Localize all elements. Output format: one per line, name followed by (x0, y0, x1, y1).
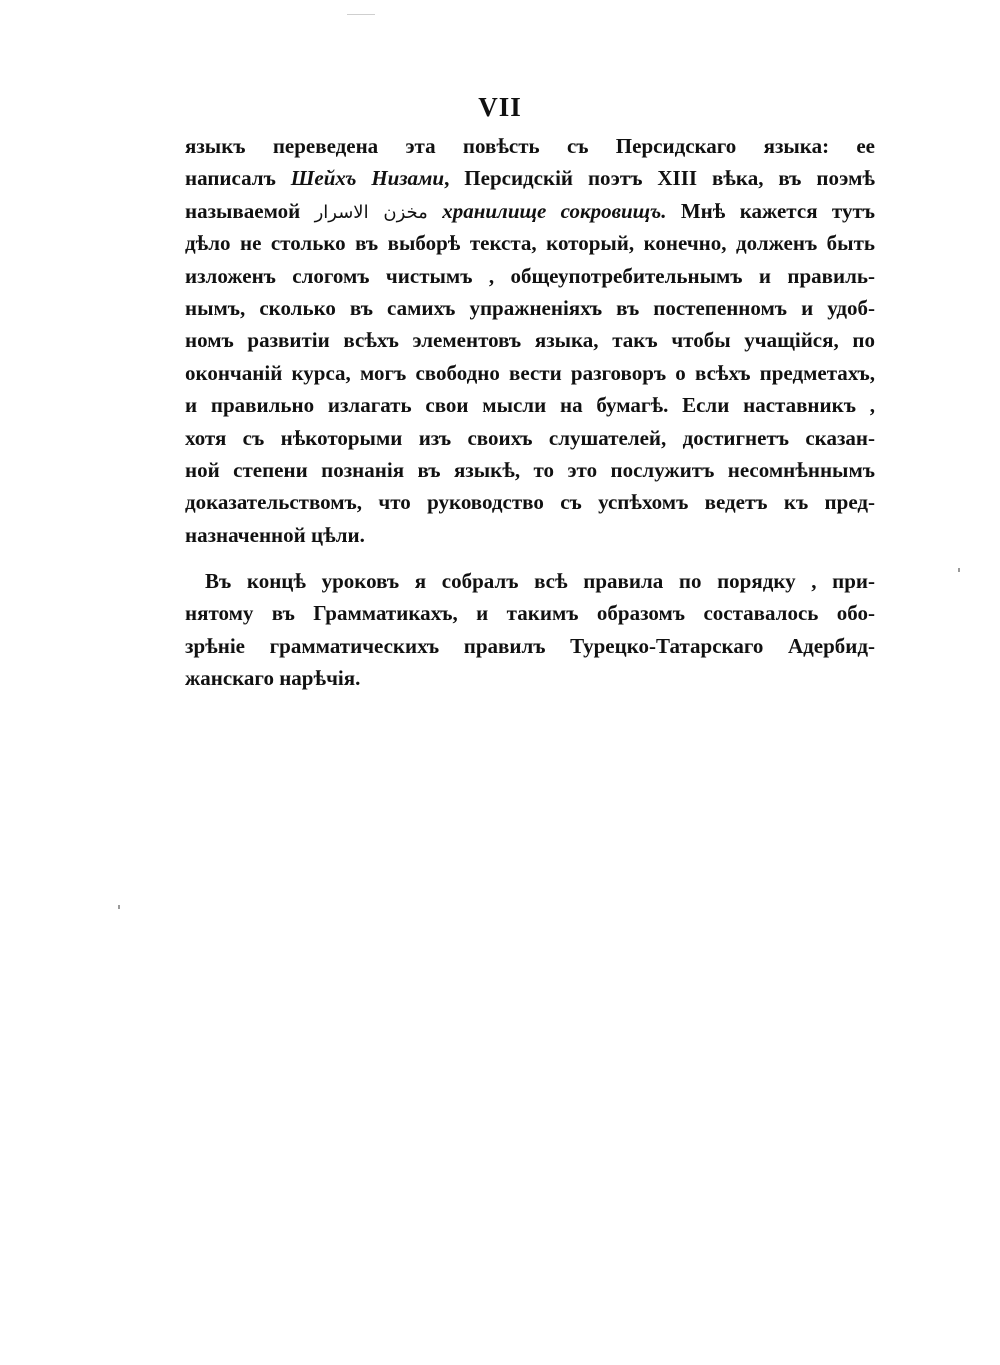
scan-mark-top (347, 14, 375, 15)
text-line: Въ концѣ уроковъ я собралъ всѣ правила по порядку , при- (205, 569, 875, 594)
text-line: номъ развитіи всѣхъ элементовъ языка, такъ чтобы учащійся, по (185, 328, 875, 353)
text-run: Мнѣ кажется тутъ (666, 198, 876, 223)
author-name: Шейхъ Низами (290, 166, 445, 191)
scan-speck (958, 568, 960, 572)
text-line: дѣло не столько въ выборѣ текста, который, конечно, долженъ быть (185, 231, 875, 256)
arabic-title: مخزن الاسرار (314, 201, 428, 223)
text-line: и правильно излагать свои мысли на бумагѣ. Если наставникъ , (185, 393, 875, 418)
text-line: нымъ, сколько въ самихъ упражненіяхъ въ постепенномъ и удоб- (185, 295, 875, 320)
scan-speck (118, 905, 120, 909)
text-run: , Персидскій поэтъ XIII вѣка, въ поэмѣ (444, 166, 875, 191)
text-line: жанскаго нарѣчія. (185, 666, 361, 691)
text-run: написалъ (185, 166, 291, 191)
paragraph-2 (185, 565, 875, 695)
text-line: доказательствомъ, что руководство съ успѣхомъ ведетъ къ пред- (185, 490, 875, 515)
text-line: окончаній курса, могъ свободно вести разговоръ о всѣхъ предметахъ, (185, 360, 875, 385)
text-line: языкъ переведена эта повѣсть съ Персидскаго языка: ее (185, 134, 875, 158)
text-line (185, 195, 875, 227)
text-run: называемой (185, 198, 315, 223)
text-line: зрѣніе грамматическихъ правилъ Турецко-Татарскаго Адербид- (185, 633, 875, 658)
text-line: нятому въ Грамматикахъ, и такимъ образомъ составалось обо- (185, 601, 875, 626)
text-line: назначенной цѣли. (185, 522, 365, 547)
page-body (185, 130, 875, 695)
text-run (428, 199, 442, 223)
text-line (185, 162, 875, 194)
paragraph-gap (185, 551, 875, 565)
text-line: хотя съ нѣкоторыми изъ своихъ слушателей, достигнетъ сказан- (185, 425, 875, 450)
paragraph-1 (185, 130, 875, 551)
title-translation: хранилище сокровищъ. (442, 198, 667, 223)
text-line: ной степени познанія въ языкѣ, то это послужитъ несомнѣннымъ (185, 457, 875, 482)
text-line: изложенъ слогомъ чистымъ , общеупотребительнымъ и правиль- (185, 263, 875, 288)
page-number: VII (478, 92, 522, 122)
